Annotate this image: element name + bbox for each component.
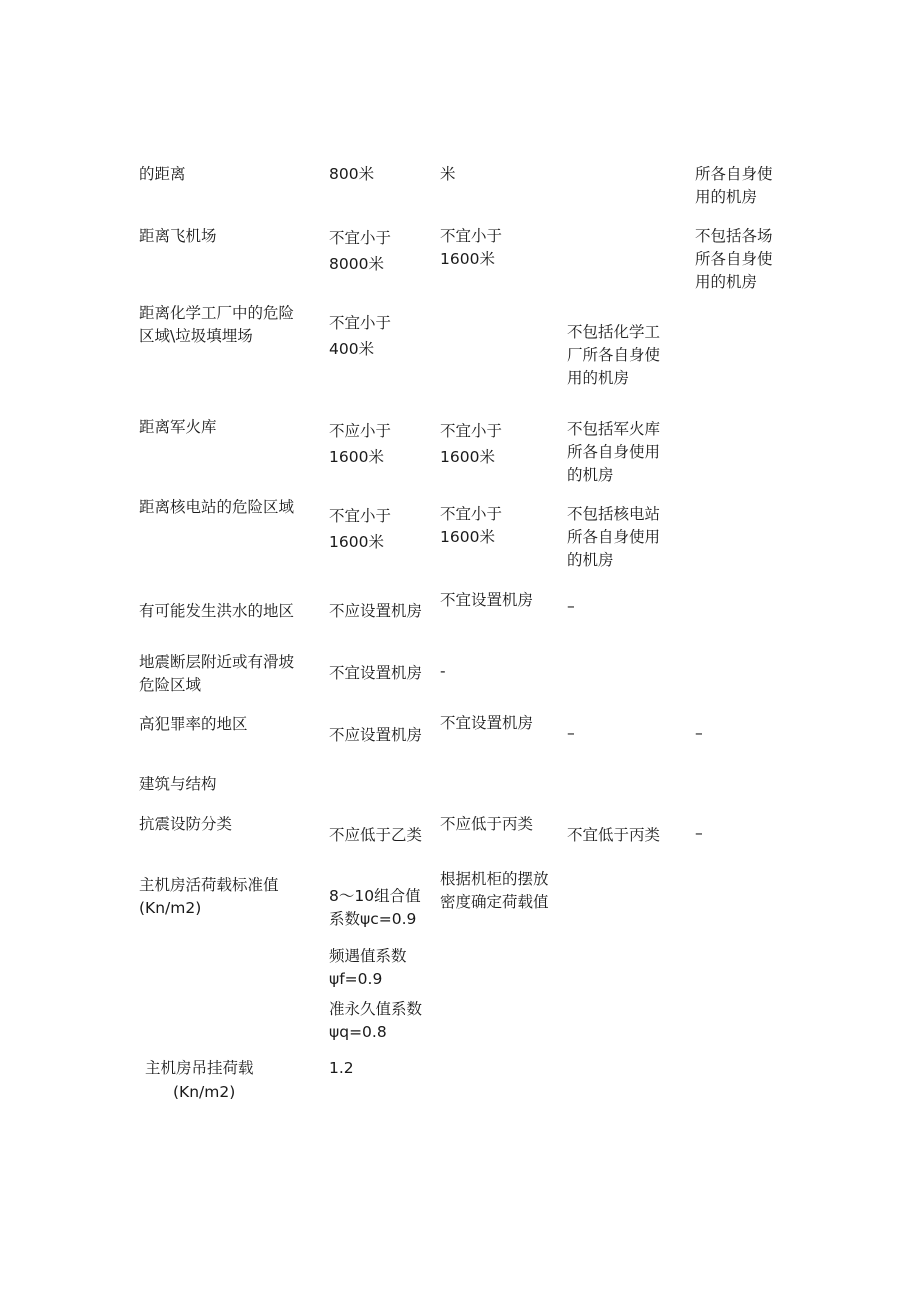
cell-seismic-label: 抗震设防分类 bbox=[139, 815, 233, 833]
cell-crime-b: 不宜设置机房 bbox=[440, 714, 534, 732]
cell-nuclear-note: 不包括核电站 所各自身使用 的机房 bbox=[567, 505, 661, 569]
cell-chemical-label: 距离化学工厂中的危险 区域\垃圾填埋场 bbox=[139, 304, 295, 345]
cell-crime-d: – bbox=[695, 724, 703, 742]
cell-frequent-value: 频遇值系数 ψf=0.9 bbox=[329, 947, 407, 988]
cell-liveload-label: 主机房活荷载标准值 (Kn/m2) bbox=[139, 876, 279, 917]
cell-arsenal-a: 不应小于 1600米 bbox=[329, 422, 392, 466]
cell-hanging-load-label: 主机房吊挂荷载 bbox=[145, 1059, 254, 1077]
cell-flood-c: – bbox=[567, 597, 575, 615]
cell-liveload-note: 根据机柜的摆放 密度确定荷载值 bbox=[440, 870, 549, 911]
cell-crime-label: 高犯罪率的地区 bbox=[139, 715, 248, 733]
cell-value-b: 米 bbox=[440, 165, 456, 183]
cell-fault-b: - bbox=[440, 662, 446, 680]
cell-fault-a: 不宜设置机房 bbox=[329, 664, 423, 682]
cell-seismic-c: 不宜低于丙类 bbox=[567, 826, 661, 844]
cell-nuclear-label: 距离核电站的危险区域 bbox=[139, 498, 295, 516]
cell-arsenal-b: 不宜小于 1600米 bbox=[440, 422, 503, 466]
cell-flood-b: 不宜设置机房 bbox=[440, 591, 534, 609]
cell-airport-b: 不宜小于 1600米 bbox=[440, 227, 503, 268]
cell-liveload-combination: 8～10组合值 系数ψc=0.9 bbox=[329, 887, 421, 928]
cell-chemical-note: 不包括化学工 厂所各自身使 用的机房 bbox=[567, 323, 661, 387]
cell-seismic-b: 不应低于丙类 bbox=[440, 815, 534, 833]
cell-airport-a: 不宜小于 8000米 bbox=[329, 229, 392, 273]
cell-seismic-a: 不应低于乙类 bbox=[329, 826, 423, 844]
cell-fault-label: 地震断层附近或有滑坡 危险区域 bbox=[139, 653, 295, 694]
cell-hanging-load-value: 1.2 bbox=[329, 1059, 354, 1077]
cell-quasi-permanent: 准永久值系数 ψq=0.8 bbox=[329, 1000, 423, 1041]
cell-hanging-load-unit: (Kn/m2) bbox=[173, 1083, 236, 1101]
cell-seismic-d: – bbox=[695, 824, 703, 842]
cell-distance-label: 的距离 bbox=[139, 165, 186, 183]
cell-airport-label: 距离飞机场 bbox=[139, 227, 217, 245]
cell-nuclear-a: 不宜小于 1600米 bbox=[329, 507, 392, 551]
cell-flood-label: 有可能发生洪水的地区 bbox=[139, 602, 295, 620]
cell-note: 所各自身使 用的机房 bbox=[695, 165, 773, 206]
section-heading: 建筑与结构 bbox=[139, 775, 217, 793]
cell-arsenal-label: 距离军火库 bbox=[139, 418, 217, 436]
cell-arsenal-note: 不包括军火库 所各自身使用 的机房 bbox=[567, 420, 661, 484]
cell-crime-c: – bbox=[567, 724, 575, 742]
cell-value-a: 800米 bbox=[329, 165, 375, 183]
cell-crime-a: 不应设置机房 bbox=[329, 726, 423, 744]
cell-chemical-a: 不宜小于 400米 bbox=[329, 314, 392, 358]
cell-flood-a: 不应设置机房 bbox=[329, 602, 423, 620]
cell-nuclear-b: 不宜小于 1600米 bbox=[440, 505, 503, 546]
cell-airport-note: 不包括各场 所各自身使 用的机房 bbox=[695, 227, 773, 291]
